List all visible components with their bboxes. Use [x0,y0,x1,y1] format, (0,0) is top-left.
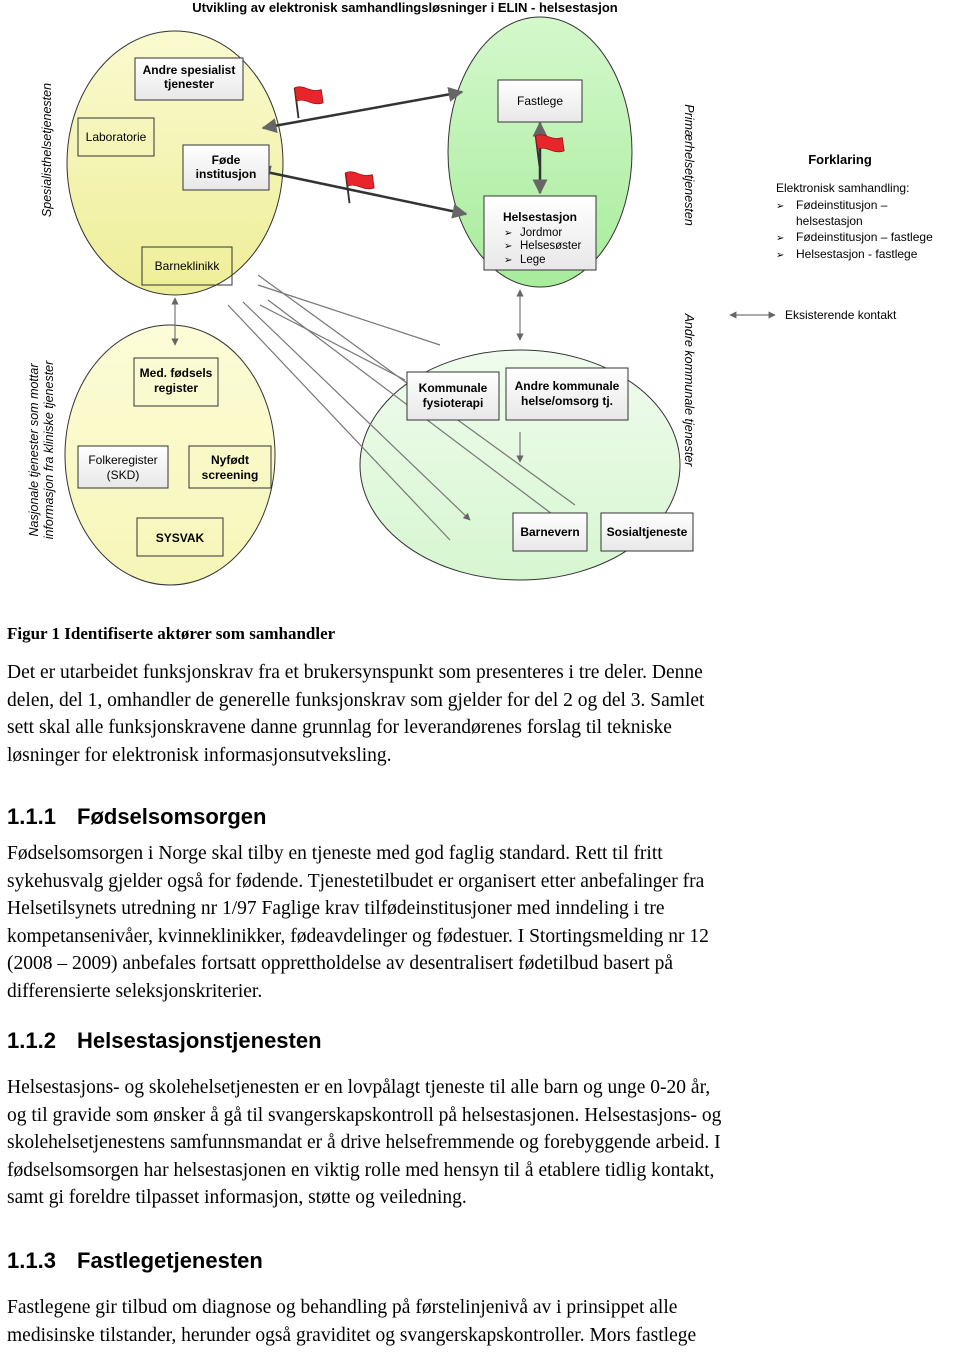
section-title: Fødselsomsorgen [77,804,267,829]
laboratorie-label: Laboratorie [85,130,147,144]
nyfodt-screening-label-1: Nyfødt [211,453,249,467]
text-line: Helsestasjons- og skolehelsetjenesten er en lovpålagt tjeneste til alle barn og unge 0-20 år, [7,1077,711,1098]
fastlegetjenesten-paragraph [7,1294,955,1349]
kommunale-fysioterapi-label-1: Kommunale [418,381,488,395]
diagram-title: Utvikling av elektronisk samhandlingsløsninger i ELIN - helsestasjon [192,0,618,15]
sosialtjeneste-label: Sosialtjeneste [606,525,688,539]
text-line: Helsetilsynets utredning nr 1/97 Faglige krav tilfødeinstitusjoner med inndeling i tre [7,898,665,919]
text-line: løsninger for elektronisk informasjonsutveksling. [7,744,392,766]
barnevern-label: Barnevern [520,525,580,539]
fodeinstitusjon-label-1: Føde [211,153,241,167]
text-line: delen, del 1, omhandler de generelle funksjonskrav som gjelder for del 2 og del 3. Samlet [7,689,705,711]
bullet-icon: ➢ [504,255,513,266]
side-label-primaer: Primærhelsetjenesten [682,104,696,226]
text-line: Fødselsomsorgen i Norge skal tilby en tjeneste med god faglig standard. Rett til fritt [7,843,663,864]
legend-existing-contact: Eksisterende kontakt [785,308,897,322]
section-title: Fastlegetjenesten [77,1248,263,1273]
legend-item: Fødeinstitusjon – [796,198,888,212]
folkeregister-label-2: (SKD) [106,468,140,482]
sysvak-label: SYSVAK [155,531,205,545]
text-line: Det er utarbeidet funksjonskrav fra et brukersynspunkt som presenteres i tre deler. Denne [7,662,703,683]
helsestasjon-item: Helsesøster [520,240,582,252]
section-title: Helsestasjonstjenesten [77,1028,322,1053]
fodselsomsorgen-paragraph [7,840,955,1005]
section-heading-fastlegetjenesten [7,1248,263,1274]
folkeregister-label-1: Folkeregister [88,453,158,467]
text-line: samt gi foreldre tilpasset informasjon, støtte og veiledning. [7,1187,467,1208]
helsestasjonstjenesten-paragraph [7,1074,955,1212]
kommunale-fysioterapi-label-2: fysioterapi [422,396,484,410]
side-label-nasjonale-2: informasjon fra kliniske tjenester [42,360,56,540]
helsestasjon-title: Helsestasjon [502,210,578,224]
bullet-icon: ➢ [504,241,513,252]
text-line: kompetansenivåer, kvinneklinikker, fødeavdelinger og fødestuer. I Stortingsmelding nr 12 [7,925,709,947]
text-line: fødselsomsorgen har helsestasjonen en viktig rolle med hensyn til å etablere tidlig kontakt, [7,1159,715,1181]
fastlege-label: Fastlege [516,94,564,108]
andre-spesialist-label-2: tjenester [163,77,215,91]
legend-item: Fødeinstitusjon – fastlege [796,230,933,244]
text-line: skolehelsetjenestens samfunnsmandat er å drive helsefremmende og forebyggende arbeid. I [7,1132,721,1153]
legend-item: helsestasjon [796,214,863,228]
section-number: 1.1.1 [7,804,56,829]
andre-kommunale-label-2: helse/omsorg tj. [520,394,614,408]
andre-spesialist-label-1: Andre spesialist [142,63,236,77]
bullet-icon: ➢ [776,233,785,244]
side-label-spesialist: Spesialisthelsetjenesten [40,82,54,218]
text-line: differensierte seleksjonskriterier. [7,980,263,1002]
section-heading-fodselsomsorgen [7,804,266,830]
legend-title: Forklaring [808,152,872,167]
med-fodselsregister-label-1: Med. fødsels [139,366,213,380]
med-fodselsregister-label-2: register [153,381,199,395]
figure-caption: Figur 1 Identifiserte aktører som samhandler [7,624,336,643]
section-heading-helsestasjonstjenesten [7,1028,322,1054]
intro-paragraph [7,659,955,769]
legend-item: Helsestasjon - fastlege [796,247,918,261]
section-number: 1.1.3 [7,1248,56,1273]
text-line: og til gravide som ønsker å gå til svangerskapskontroll på helsestasjonen. Helsestasjons- og [7,1104,722,1126]
nyfodt-screening-label-2: screening [201,468,259,482]
helsestasjon-item: Lege [520,254,546,266]
text-line: sett skal alle funksjonskravene danne grunnlag for leverandørenes forslag til tekniske [7,717,672,738]
legend-line: Elektronisk samhandling: [776,181,910,195]
helsestasjon-item: Jordmor [520,227,563,239]
text-line: medisinske tilstander, herunder også graviditet og svangerskapskontroller. Mors fastlege [7,1324,697,1346]
section-number: 1.1.2 [7,1028,56,1053]
andre-kommunale-label-1: Andre kommunale [514,379,620,393]
side-label-andre-kommunale: Andre kommunale tjenester [682,313,696,467]
text-line: Fastlegene gir tilbud om diagnose og behandling på førstelinjenivå av i prinsippet alle [7,1297,678,1318]
bullet-icon: ➢ [776,201,785,212]
fodeinstitusjon-label-2: institusjon [195,167,257,181]
text-line: (2008 – 2009) anbefales fortsatt opprettholdelse av desentralisert fødetilbud basert på [7,953,674,974]
bullet-icon: ➢ [504,228,513,239]
text-line: sykehusvalg gjelder også for fødende. Tjenestetilbudet er organisert etter anbefalinger fra [7,870,705,892]
barneklinikk-label: Barneklinikk [154,259,220,273]
bullet-icon: ➢ [776,250,785,261]
side-label-nasjonale-1: Nasjonale tjenester som mottar [27,363,41,537]
